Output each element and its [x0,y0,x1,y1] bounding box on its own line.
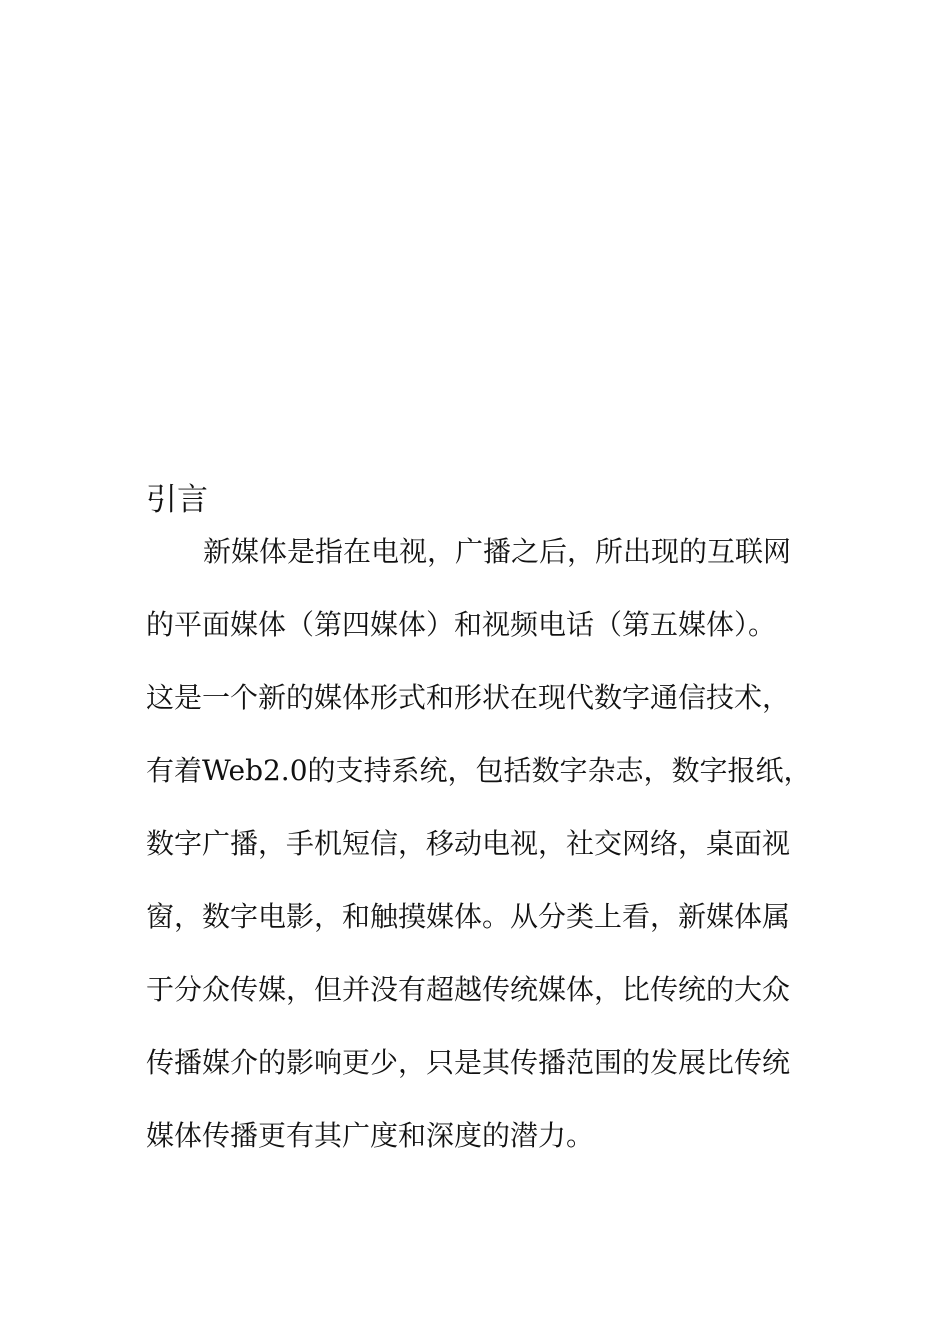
paragraph-line: 于分众传媒，但并没有超越传统媒体，比传统的大众 [146,973,791,1006]
paragraph-line: 传播媒介的影响更少，只是其传播范围的发展比传统 [146,1046,791,1079]
paragraph-line: 新媒体是指在电视，广播之后，所出现的互联网 [203,535,792,568]
paragraph-line: 窗，数字电影，和触摸媒体。从分类上看，新媒体属 [146,900,791,933]
paragraph-line: 媒体传播更有其广度和深度的潜力。 [146,1119,595,1152]
paragraph-line: 有着Web2.0的支持系统，包括数字杂志，数字报纸， [146,754,812,787]
body-paragraph [146,530,846,1187]
section-heading: 引言 [146,482,208,518]
paragraph-line: 数字广播，手机短信，移动电视，社交网络，桌面视 [146,827,791,860]
paragraph-line: 的平面媒体（第四媒体）和视频电话（第五媒体）。 [146,608,777,641]
paragraph-line: 这是一个新的媒体形式和形状在现代数字通信技术， [146,681,791,714]
